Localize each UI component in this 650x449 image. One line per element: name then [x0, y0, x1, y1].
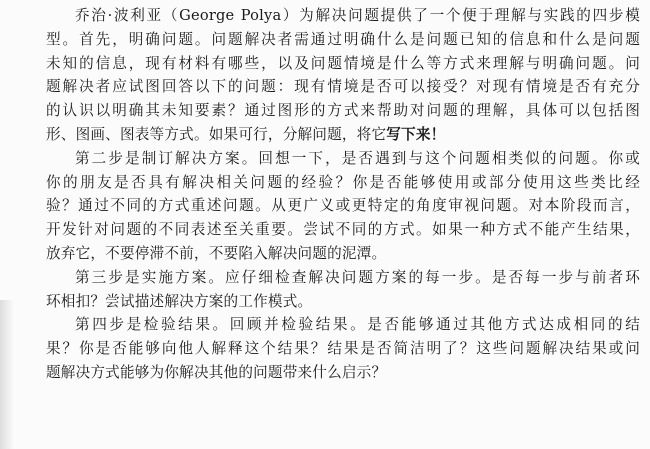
- text-line: 题解决者应试图回答以下的问题：现有情境是否可以接受？对现有情境是否有充分: [46, 78, 640, 96]
- text-line: 第二步是制订解决方案。回想一下，是否遇到与这个问题相类似的问题。你或: [75, 149, 640, 167]
- text-line: 型。首先，明确问题。问题解决者需通过明确什么是问题已知的信息和什么是问题: [46, 30, 640, 48]
- paragraph-step-two: [46, 147, 640, 266]
- text-line: 你的朋友是否具有解决相关问题的经验？你是否能够使用或部分使用这些类比经: [46, 173, 640, 191]
- text-line: 开发针对问题的不同表述至关重要。尝试不同的方式。如果一种方式不能产生结果，: [46, 221, 640, 239]
- text-line: 第四步是检验结果。回顾并检验结果。是否能够通过其他方式达成相同的结: [75, 316, 640, 334]
- emphasis-write-down: 写下来！: [386, 125, 446, 143]
- paragraph-step-one: [46, 4, 640, 147]
- document-body: [46, 4, 640, 385]
- text-line: 第三步是实施方案。应仔细检查解决问题方案的每一步。是否每一步与前者环: [75, 268, 640, 286]
- text-line: 验？通过不同的方式重述问题。从更广义或更特定的角度审视问题。对本阶段而言，: [46, 197, 640, 215]
- text-line: 果？你是否能够向他人解释这个结果？结果是否简洁明了？这些问题解决结果或问: [46, 340, 640, 358]
- text-line: 乔治·波利亚（George Polya）为解决问题提供了一个便于理解与实践的四步模: [75, 7, 640, 24]
- text-line: 的认识以明确其未知要素？通过图形的方式来帮助对问题的理解，具体可以包括图: [46, 102, 640, 120]
- text-line-with-emphasis: [46, 123, 640, 147]
- page-edge-shadow: [0, 300, 14, 449]
- paragraph-step-four: [46, 313, 640, 384]
- text-line: 环相扣？尝试描述解决方案的工作模式。: [46, 292, 313, 310]
- text-line-lead: 形、图画、图表等方式。如果可行，分解问题，将它: [46, 125, 387, 143]
- paragraph-step-three: [46, 266, 640, 314]
- text-line: 题解决方式能够为你解决其他的问题带来什么启示？: [46, 363, 387, 381]
- text-line: 放弃它，不要停滞不前，不要陷入解决问题的泥潭。: [46, 244, 387, 262]
- text-line: 未知的信息，现有材料有哪些，以及问题情境是什么等方式来理解与明确问题。问: [46, 54, 640, 72]
